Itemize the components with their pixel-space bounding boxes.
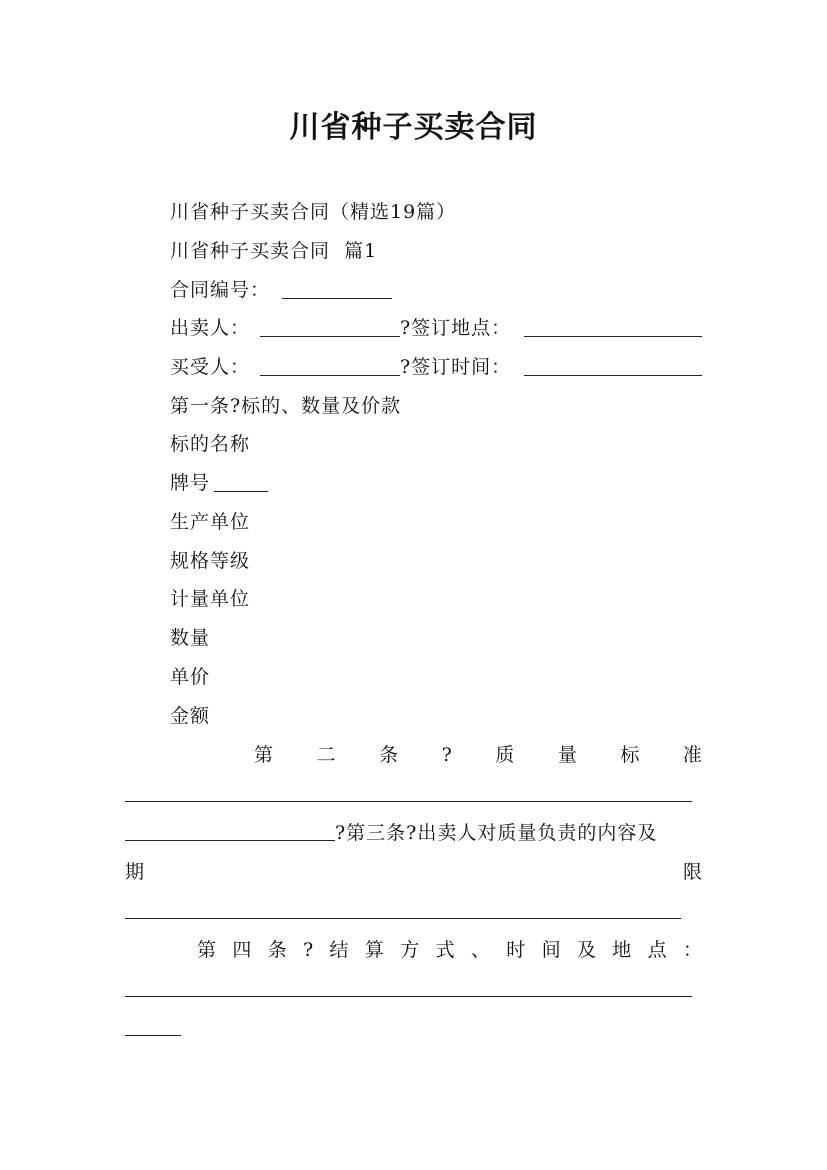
document-title: 川省种子买卖合同 bbox=[289, 110, 538, 145]
article2-char: 第 bbox=[254, 744, 274, 766]
article4-char: 点 bbox=[647, 939, 667, 961]
item-brand: 牌号 bbox=[170, 472, 211, 494]
sign-time-label: ?签订时间： bbox=[400, 356, 512, 378]
article4-char: 及 bbox=[576, 939, 596, 961]
article4-char: 时 bbox=[506, 939, 526, 961]
article2-blank-continuation bbox=[125, 840, 335, 841]
article2-char: 量 bbox=[557, 744, 577, 766]
article4-char: 算 bbox=[364, 939, 384, 961]
item-producer: 生产单位 bbox=[170, 511, 251, 533]
article3-char: 期 bbox=[125, 861, 145, 883]
article2-char: 二 bbox=[316, 744, 336, 766]
item-price: 单价 bbox=[170, 666, 211, 688]
article2-char: 条 bbox=[379, 744, 399, 766]
article4-char: 式 bbox=[435, 939, 455, 961]
contract-no-blank bbox=[282, 298, 392, 299]
seller-blank bbox=[260, 336, 400, 337]
sign-place-blank bbox=[524, 336, 702, 337]
article3-char: 限 bbox=[682, 861, 702, 883]
sign-place-label: ?签订地点： bbox=[400, 317, 512, 339]
section-heading: 川省种子买卖合同 篇1 bbox=[170, 240, 378, 262]
brand-blank bbox=[214, 491, 268, 492]
article4-char: ： bbox=[682, 939, 702, 961]
article2-char: 准 bbox=[682, 744, 702, 766]
buyer-blank bbox=[260, 375, 400, 376]
article4-char: 、 bbox=[470, 939, 490, 961]
article4-char: 结 bbox=[329, 939, 349, 961]
document-subtitle: 川省种子买卖合同（精选19篇） bbox=[170, 201, 457, 223]
article4-heading bbox=[197, 938, 702, 962]
item-qty: 数量 bbox=[170, 627, 211, 649]
article2-heading bbox=[254, 743, 702, 767]
buyer-label: 买受人： bbox=[170, 356, 251, 378]
article4-char: 方 bbox=[400, 939, 420, 961]
contract-no-label: 合同编号： bbox=[170, 279, 271, 301]
article2-blank-line bbox=[125, 801, 692, 802]
article1-heading: 第一条?标的、数量及价款 bbox=[170, 395, 402, 417]
article4-char: 四 bbox=[232, 939, 252, 961]
item-name: 标的名称 bbox=[170, 433, 251, 455]
article3-continuation bbox=[125, 860, 702, 884]
article4-char: ? bbox=[303, 939, 314, 961]
article4-char: 地 bbox=[612, 939, 632, 961]
article4-blank-line bbox=[125, 996, 692, 997]
article2-char: ? bbox=[441, 744, 452, 766]
seller-label: 出卖人： bbox=[170, 317, 251, 339]
article4-char: 第 bbox=[197, 939, 217, 961]
article4-char: 间 bbox=[541, 939, 561, 961]
article4-blank-continuation bbox=[125, 1035, 181, 1036]
article3-blank-line bbox=[125, 918, 681, 919]
item-spec: 规格等级 bbox=[170, 550, 251, 572]
article4-char: 条 bbox=[267, 939, 287, 961]
article2-char: 质 bbox=[495, 744, 515, 766]
item-amount: 金额 bbox=[170, 705, 211, 727]
item-unit: 计量单位 bbox=[170, 588, 251, 610]
sign-time-blank bbox=[524, 375, 702, 376]
article2-char: 标 bbox=[620, 744, 640, 766]
article3-heading: ?第三条?出卖人对质量负责的内容及 bbox=[335, 822, 658, 844]
